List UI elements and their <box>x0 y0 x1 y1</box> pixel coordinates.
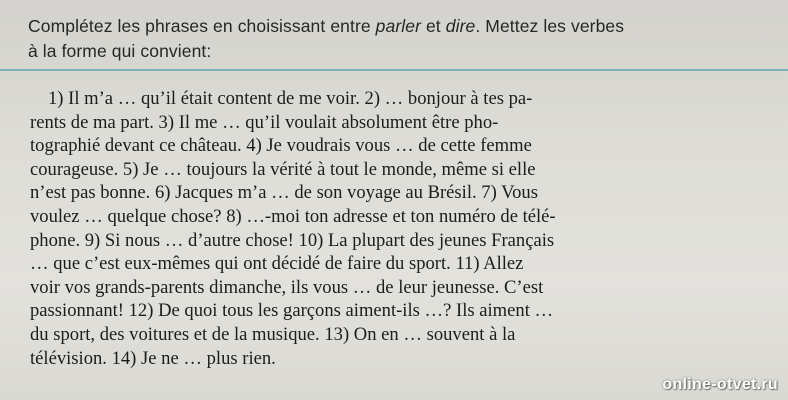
exercise-line: du sport, des voitures et de la musique. 13) On en … souvent à la <box>30 323 516 345</box>
bleed-through-text <box>0 0 788 14</box>
exercise-line: voulez … quelque chose? 8) …-moi ton adresse et ton numéro de télé- <box>30 205 556 227</box>
instruction-text-part3: . Mettez les verbes <box>475 16 625 36</box>
exercise-line: rents de ma part. 3) Il me … qu’il voulait absolument être pho- <box>30 111 499 133</box>
instruction-text-part2: et <box>421 16 446 36</box>
header-divider <box>0 69 788 71</box>
exercise-line: passionnant! 12) De quoi tous les garçons aiment-ils …? Ils aiment … <box>30 300 554 322</box>
exercise-line: n’est pas bonne. 6) Jacques m’a … de son voyage au Brésil. 7) Vous <box>30 182 538 204</box>
exercise-body <box>30 87 760 370</box>
exercise-line: phone. 9) Si nous … d’autre chose! 10) La plupart des jeunes Français <box>30 229 555 251</box>
exercise-line: tographié devant ce château. 4) Je voudrais vous … de cette femme <box>30 135 532 157</box>
exercise-line: courageuse. 5) Je … toujours la vérité à tout le monde, même si elle <box>30 158 536 180</box>
exercise-line: 1) Il m’a … qu’il était content de me voir. 2) … bonjour à tes pa- <box>48 88 533 109</box>
instruction-word-parler: parler <box>375 16 422 36</box>
exercise-line: voir vos grands-parents dimanche, ils vous … de leur jeunesse. C’est <box>30 276 544 298</box>
site-watermark: online-otvet.ru <box>662 376 778 393</box>
instruction-text-part1: Complétez les phrases en choisissant entre <box>28 16 376 36</box>
instruction-word-dire: dire <box>445 16 476 36</box>
instruction-text-line2: à la forme qui convient: <box>28 41 212 61</box>
exercise-line: … que c’est eux-mêmes qui ont décidé de faire du sport. 11) Allez <box>30 253 524 275</box>
exercise-line: télévision. 14) Je ne … plus rien. <box>30 347 276 369</box>
exercise-instruction <box>28 14 768 64</box>
